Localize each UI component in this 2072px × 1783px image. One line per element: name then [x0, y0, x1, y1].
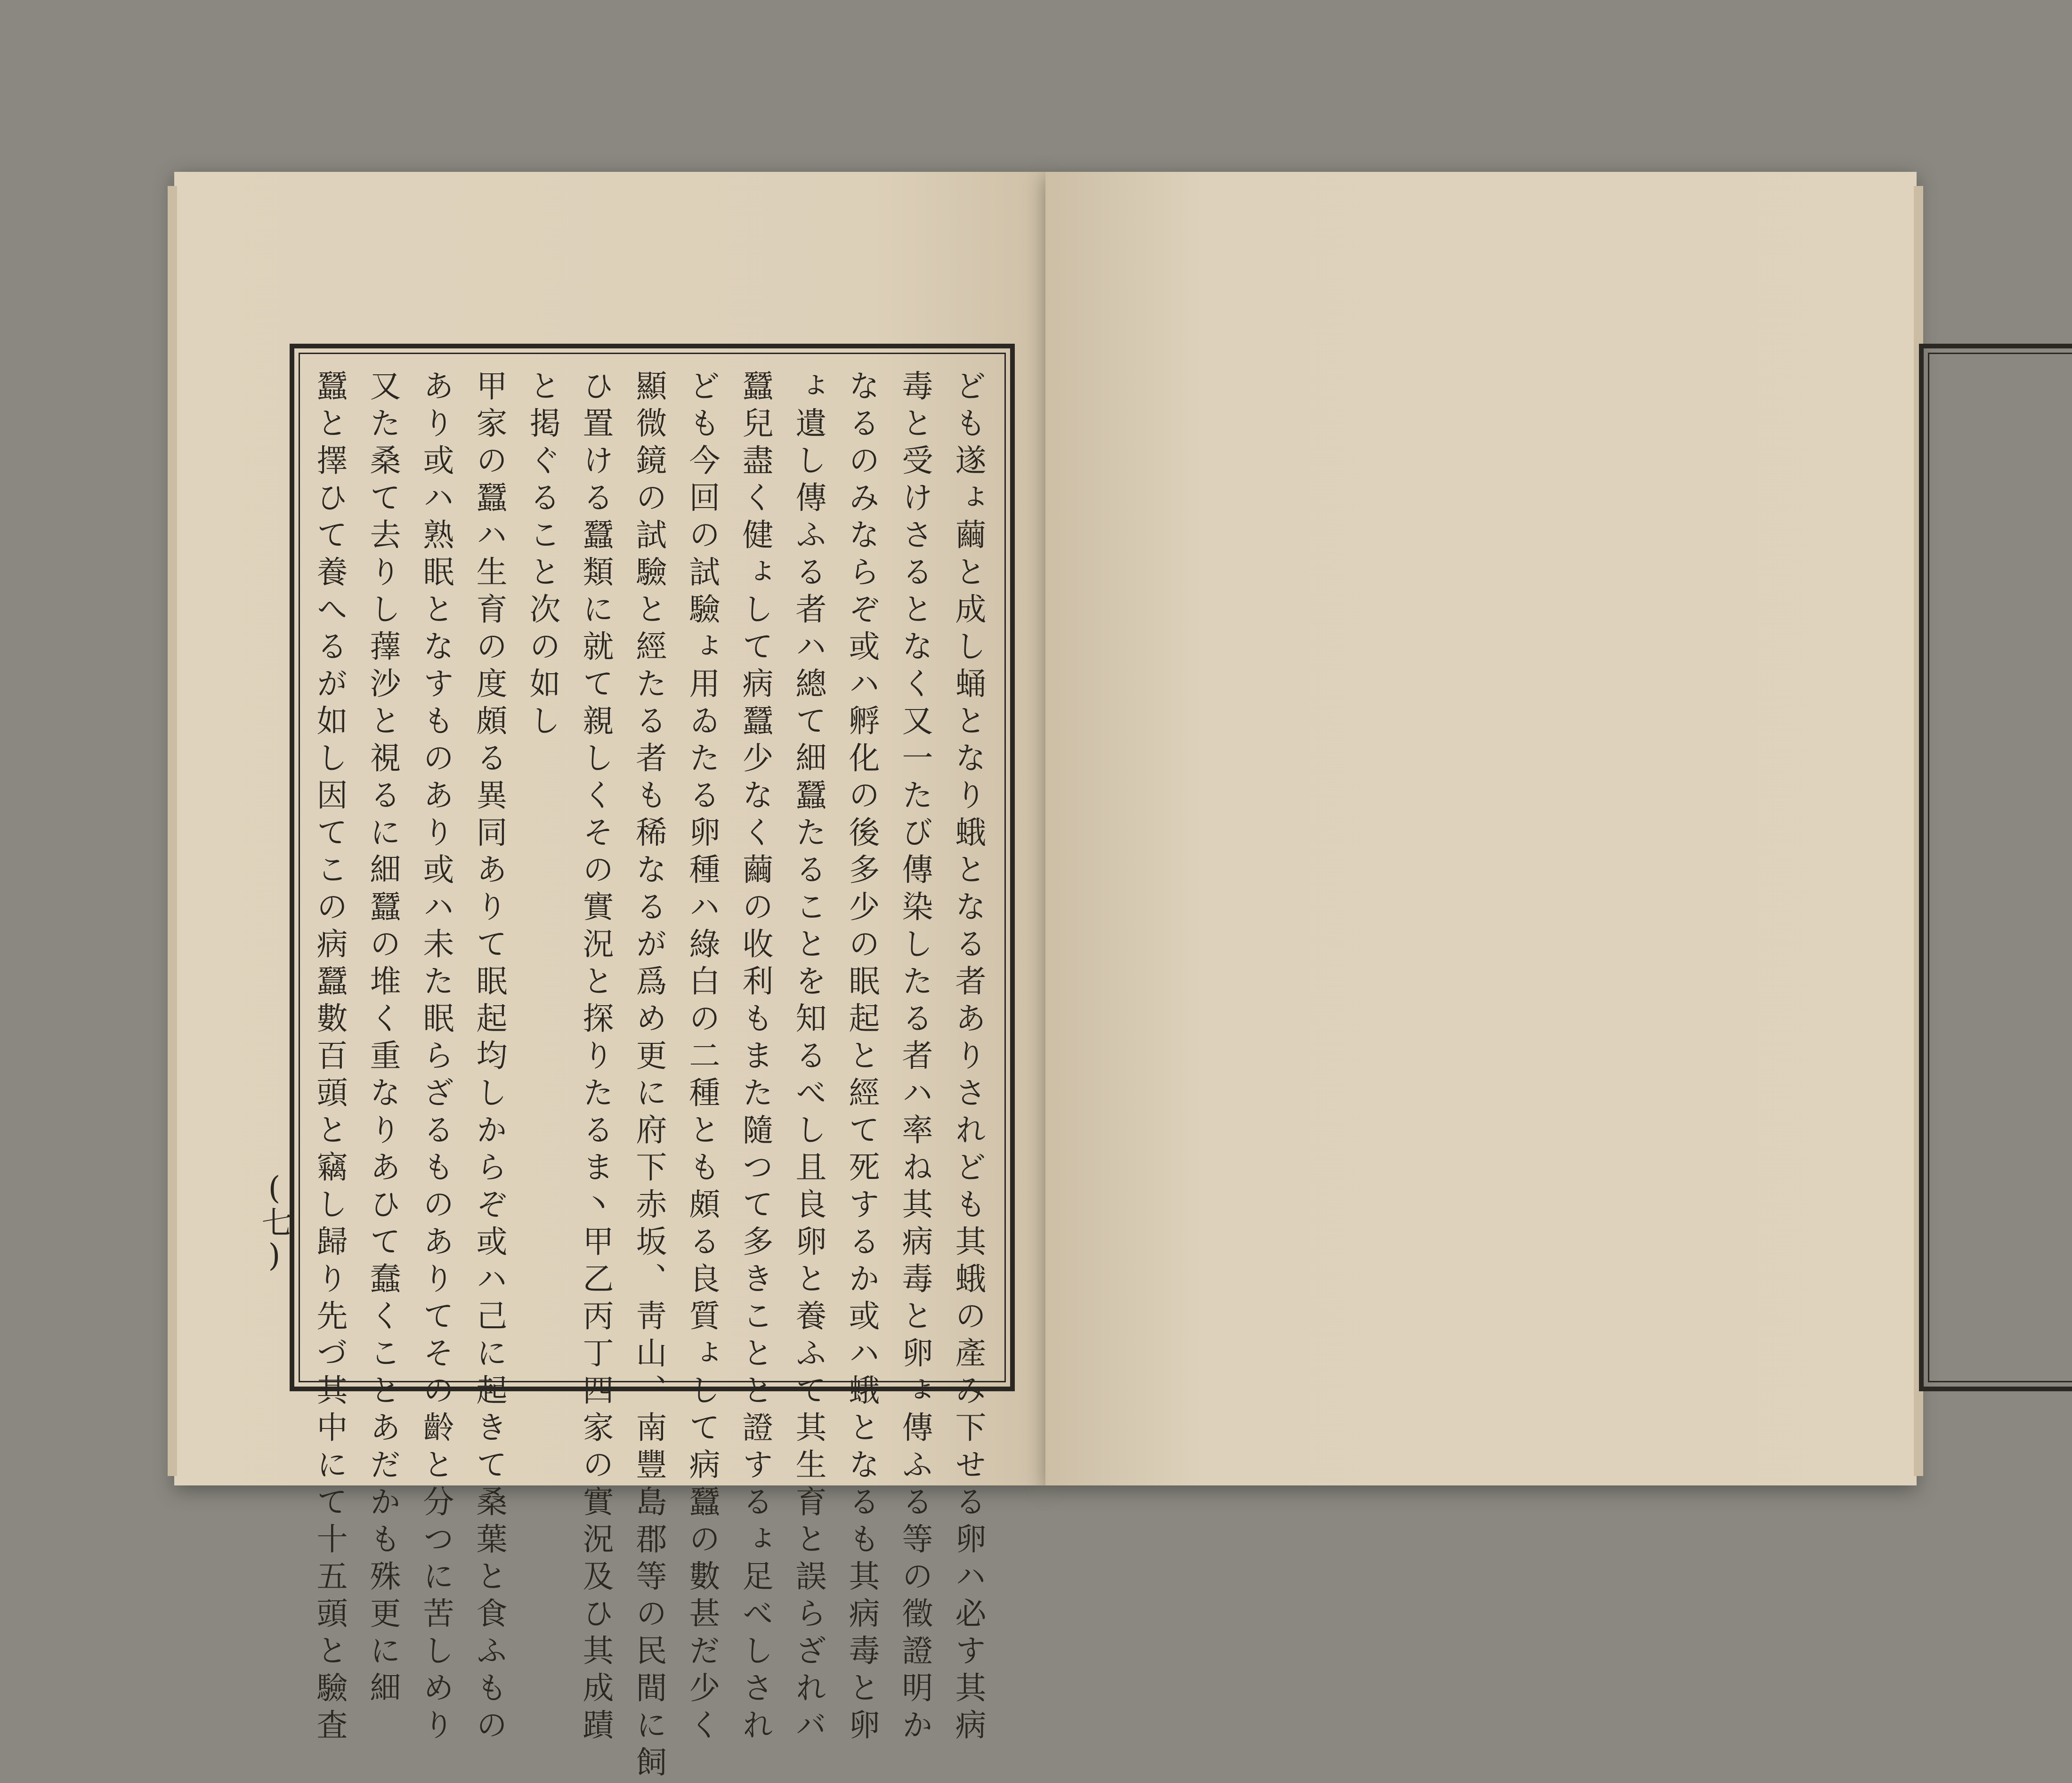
- text-column: なるのみならぞ或ハ孵化の後多少の眠起と經て死するか或ハ蛾となるも其病毒と卵: [843, 370, 880, 1746]
- left-page-number: (七): [256, 1170, 292, 1274]
- text-column: 甲家の蠶ハ生育の度頗る異同ありて眠起均しからぞ或ハ己に起きて桑葉と食ふもの: [471, 370, 507, 1746]
- text-column: と掲ぐること次の如し: [524, 370, 560, 742]
- right-frame: [1919, 344, 2072, 1391]
- text-column: ども遂ょ繭と成し蛹となり蛾となる者ありされども其蛾の產み下せる卵ハ必す其病: [950, 370, 986, 1746]
- open-book: [174, 172, 1917, 1783]
- text-column: 毒と受けさるとなく又一たび傳染したる者ハ率ね其病毒と卵ょ傳ふる等の徵證明か: [897, 370, 933, 1746]
- text-column: 顯微鏡の試驗と經たる者も稀なるが爲め更に府下赤坂、靑山、南豐島郡等の民間に飼: [631, 370, 667, 1783]
- right-page: [1045, 172, 1917, 1485]
- text-column: あり或ハ熟眠となすものあり或ハ未た眠らざるものありてその齡と分つに苦しめり: [418, 370, 454, 1746]
- page-edge: [168, 186, 177, 1476]
- text-column: ひ置ける蠶類に就て親しくその實況と探りたるま丶甲乙丙丁四家の實況及ひ其成蹟: [577, 370, 614, 1746]
- left-page: [174, 172, 1045, 1783]
- text-column: ども今回の試驗ょ用ゐたる卵種ハ綠白の二種とも頗る良質ょして病蠶の數甚だ少く: [684, 370, 720, 1746]
- text-column: 蠶兒盡く健ょして病蠶少なく繭の收利もまた隨つて多きことと證するょ足べしされ: [737, 370, 773, 1746]
- text-column: 又た桑て去りし蘀沙と視るに細蠶の堆く重なりあひて蠢くことあだかも殊更に細: [364, 370, 401, 1709]
- text-column: ょ遺し傳ふる者ハ總て細蠶たることを知るべし且良卵と養ふて其生育と誤らざれバ: [790, 370, 826, 1746]
- text-column: 蠶と擇ひて養へるが如し因てこの病蠶數百頭と竊し歸り先づ其中にて十五頭と驗査: [311, 370, 348, 1746]
